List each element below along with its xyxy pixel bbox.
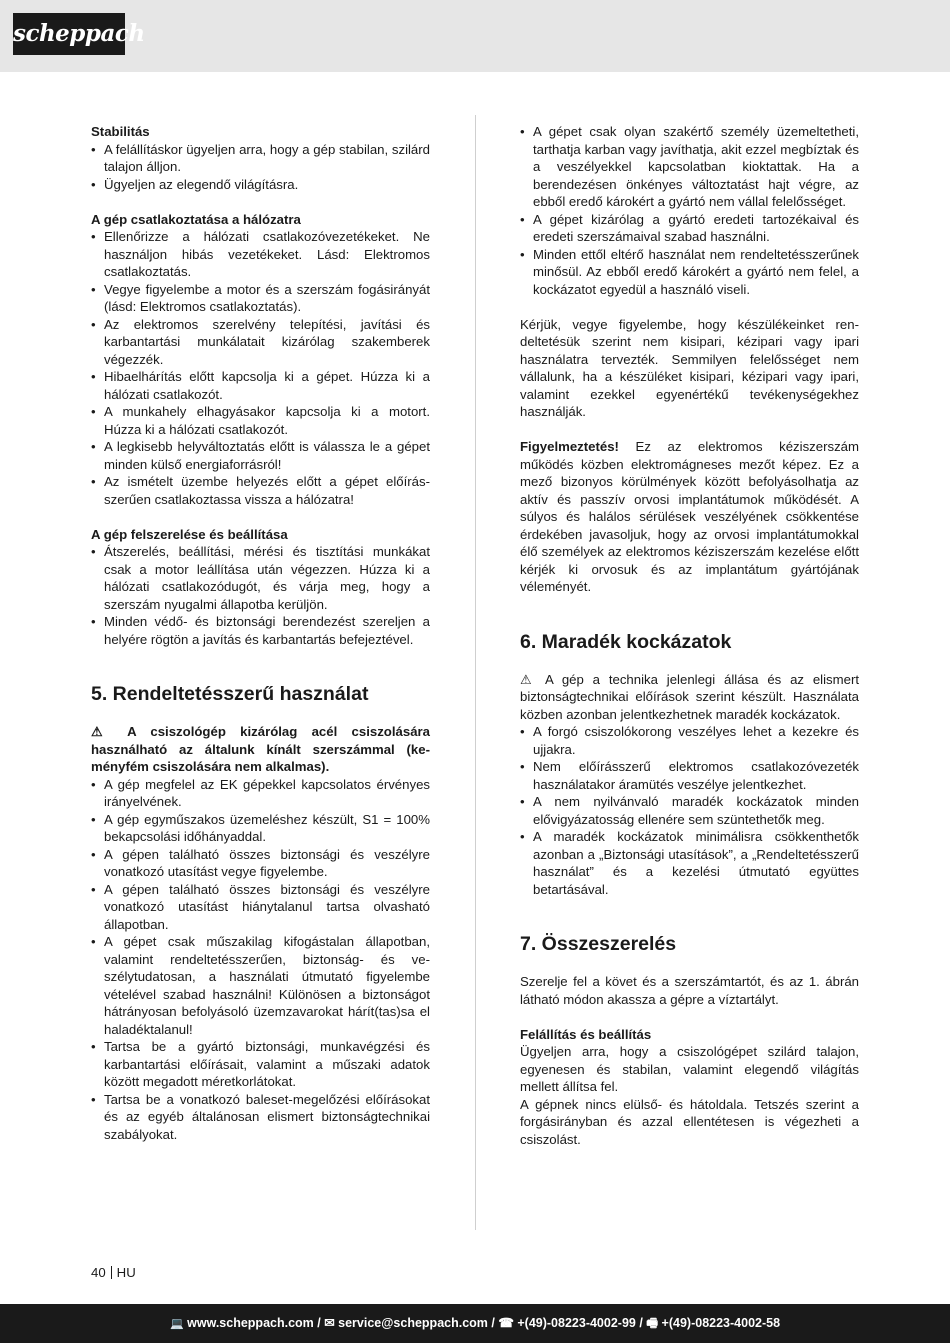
emf-warning-label: Figyelmeztetés! xyxy=(520,439,619,454)
list-item: • A gép megfelel az EK gépekkel kapcsolatos érvényes irányelvének. xyxy=(91,776,430,811)
computer-icon: 💻 xyxy=(169,1318,184,1330)
intended-use-list xyxy=(91,776,430,1144)
list-item: • Tartsa be a vonatkozó baleset-megelőzési előírásokat és az egyéb általánosan elismert biztonságtechnikai szabályokat. xyxy=(91,1091,430,1144)
list-item: • Az ismételt üzembe helyezés előtt a gépet előírásszerűen csatlakoztassa vissza a hálózatra! xyxy=(91,473,430,508)
emf-warning-paragraph: Figyelmeztetés! Ez az elektromos kéziszerszám működés közben elektromágneses mezőt képez. Ez a mező bizonyos körülmények között befolyásolhatja az aktív és passzív orvosi implantátumok működését. A súlyos és halálos sérülések veszélyének csökkentése érdekében javasoljuk, hogy az orvosi implantátumokkal élő személyek az elektromos kéziszerszám kezelése előtt kérjék ki orvosuk és az implantátum gyártójának véleményét. xyxy=(520,439,859,594)
list-item: • A gépet csak olyan szakértő személy üzemeltetheti, tarthatja karban vagy javíthatja, akit ezzel megbíztak és a veszélyekkel kapcsolatban kioktattak. Ha a berendezésen önkényes változtatást hajt végre, az ebből eredő károkért a gyártó nem vállal felelősséget. xyxy=(520,123,859,211)
page-number: 40 xyxy=(91,1265,106,1280)
section-7-title: 7. Összeszerelés xyxy=(520,933,677,955)
list-item: • Hibaelhárítás előtt kapcsolja ki a gépet. Húzza ki a hálózati csatlakozót. xyxy=(91,368,430,403)
list-item: • A felállításkor ügyeljen arra, hogy a gép stabilan, szilárd talajon álljon. xyxy=(91,141,430,176)
stability-heading: Stabilitás xyxy=(91,124,150,139)
stability-list xyxy=(91,141,430,194)
list-item: • Tartsa be a gyártó biztonsági, munkavégzési és karbantartási előírásait, valamint a műszaki adatok között megadott méretkorlátokat. xyxy=(91,1038,430,1091)
contact-text: www.scheppach.com / ✉ service@scheppach.com / ☎ +(49)-08223-4002-99 / 🖷 +(49)-08223-4002-58 xyxy=(187,1316,781,1330)
list-item: • A maradék kockázatok minimálisra csökkenthetők azonban a „Biztonsági utasítások”, a „Rendeltetésszerű használat” és a kezelési útmutató együttes betartásával. xyxy=(520,828,859,898)
list-item: • A gépen található összes biztonsági és veszélyre vonatkozó utasítást hiánytalanul tartsa olvasható állapotban. xyxy=(91,881,430,934)
list-item: • Vegye figyelembe a motor és a szerszám fogásirányát (lásd: Elektromos csatlakoztatás). xyxy=(91,281,430,316)
list-item: • Ügyeljen az elegendő világításra. xyxy=(91,176,430,194)
list-item: • Nem előírásszerű elektromos csatlakozóvezeték használatakor áramütés veszélye jelentkezhet. xyxy=(520,758,859,793)
warning-triangle-icon: ⚠ xyxy=(91,724,114,739)
list-item: • A nem nyilvánvaló maradék kockázatok minden elővigyázatosság ellenére sem szüntethetők meg. xyxy=(520,793,859,828)
right-column xyxy=(520,123,859,1148)
list-item: • Az elektromos szerelvény telepítési, javítási és karbantartási munkálatait kizárólag szakemberek végezzék. xyxy=(91,316,430,369)
list-item: • A forgó csiszolókorong veszélyes lehet a kezekre és ujjakra. xyxy=(520,723,859,758)
page-header xyxy=(0,0,950,72)
list-item: • A gép egyműszakos üzemeléshez készült, S1 = 100% bekapcsolási időhányaddal. xyxy=(91,811,430,846)
commercial-use-paragraph: Kérjük, vegye figyelembe, hogy készülékeinket rendeltetésük szerint nem kisipari, kézipari vagy ipari használatra tervezték. Semmilyen felelősséget nem vállalunk, ha a készüléket kisipari, kézipari vagy ipari, valamint ezekkel egyenértékű tevékenységekhez használják. xyxy=(520,316,859,419)
list-item: • Átszerelés, beállítási, mérési és tisztítási munkákat csak a motor leállítása után végezzen. Húzza ki a hálózati csatlakozódugót, és várja meg, hogy a szerszám nyugalmi állapotba kerüljön. xyxy=(91,543,430,613)
section-6-title: 6. Maradék kockázatok xyxy=(520,630,732,653)
language-code: HU xyxy=(116,1265,136,1280)
column-divider xyxy=(475,115,476,1230)
contact-footer xyxy=(0,1304,950,1343)
equipment-heading: A gép felszerelése és beállítása xyxy=(91,526,288,542)
setup-paragraph-1: Ügyeljen arra, hogy a csiszológépet szilárd talajon, egyenesen és stabilan, valamint elegendő világítás mellett állítsa fel. xyxy=(520,1044,859,1094)
left-column xyxy=(91,123,430,1143)
setup-paragraph-2: A gépnek nincs elülső- és hátoldala. Tetszés szerint a forgásirányban és azzal ellentétesen is végezheti a csiszolást. xyxy=(520,1096,859,1147)
list-item: • Ellenőrizze a hálózati csatlakozóvezetékeket. Ne használjon hibás vezetékeket. Lásd: Elektromos csatlakoztatás. xyxy=(91,228,430,281)
list-item: • Minden ettől eltérő használat nem rendeltetésszеrűnek minősül. Az ebből eredő károkért a gyártó nem felel, a kockázatot egyedül a használó viseli. xyxy=(520,246,859,299)
list-item: • A gépet csak műszakilag kifogástalan állapotban, valamint rendeltetésszerűen, biztonság- és veszélytudatosan, a használati útmutató figyelembe vételével szabad használni! Különösen a biztonságot hátrányosan befolyásoló üzemzavarokat hárít(tas)sa el haladéktalanul! xyxy=(91,933,430,1038)
page-divider xyxy=(111,1266,112,1279)
list-item: • A legkisebb helyváltoztatás előtt is válassza le a gépet minden külső energiaforrásról! xyxy=(91,438,430,473)
page-number-label xyxy=(91,1265,136,1280)
residual-risk-intro: ⚠ A gép a technika jelenlegi állása és az elismert biztonságtechnikai előírások szerint készült. Használata közben azonban jelentkezhetnek maradék kockázatok. xyxy=(520,671,859,722)
scheppach-logo: scheppach xyxy=(13,13,125,55)
mains-connection-list xyxy=(91,228,430,508)
assembly-intro: Szerelje fel a követ és a szerszámtartót, és az 1. ábrán látható módon akassza a gépre a víztartályt. xyxy=(520,974,859,1007)
mains-connection-heading: A gép csatlakoztatása a hálózatra xyxy=(91,211,301,227)
residual-risk-list xyxy=(520,723,859,898)
section-5-title: 5. Rendeltetésszerű használat xyxy=(91,683,369,705)
list-item: • A munkahely elhagyásakor kapcsolja ki a motort. Húzza ki a hálózati csatlakozót. xyxy=(91,403,430,438)
warning-triangle-icon: ⚠ xyxy=(520,671,537,687)
intended-use-warning: ⚠ A csiszológép kizárólag acél csiszolására használható az általunk kínált szerszámmal (keményfém csiszolására nem alkalmas). xyxy=(91,724,430,774)
list-item: • Minden védő- és biztonsági berendezést szereljen a helyére rögtön a javítás és karbantartás befejeztével. xyxy=(91,613,430,648)
list-item: • A gépet kizárólag a gyártó eredeti tartozékaival és eredeti szerszámaival szabad használni. xyxy=(520,211,859,246)
operator-list xyxy=(520,123,859,298)
list-item: • A gépen található összes biztonsági és veszélyre vonatkozó utasítást vegye figyelembe. xyxy=(91,846,430,881)
setup-heading: Felállítás és beállítás xyxy=(520,1026,652,1042)
equipment-list xyxy=(91,543,430,648)
